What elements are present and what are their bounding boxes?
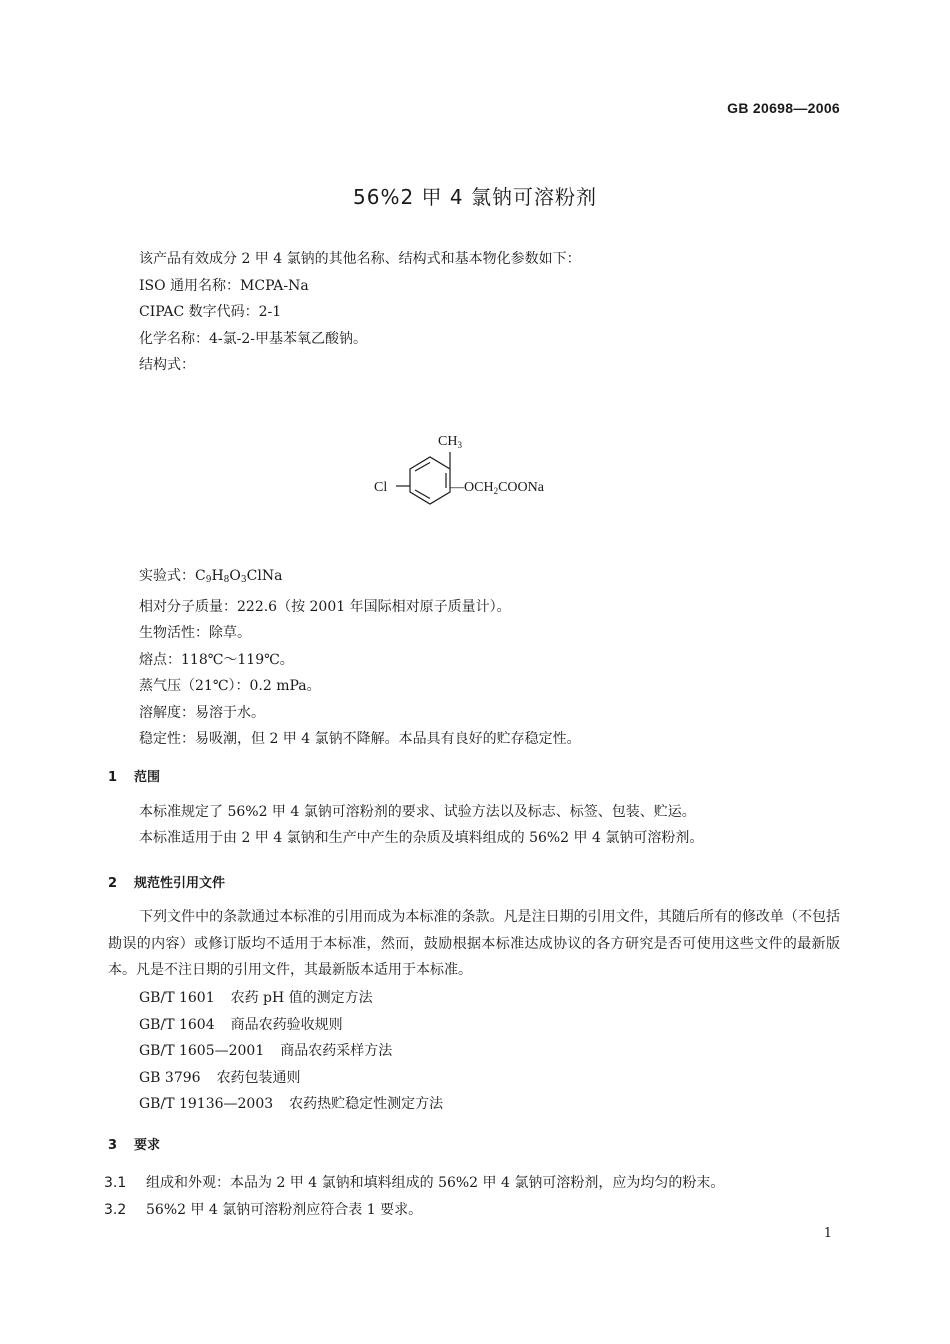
cipac-code: CIPAC 数字代码：2-1: [139, 304, 282, 320]
clause-3-1: 3.1 组成和外观：本品为 2 甲 4 氯钠和填料组成的 56%2 甲 4 氯钠可溶粉剂，应为均匀的粉末。: [104, 1175, 725, 1191]
oxyacetate-group: $—OCH_2COONa$: [450, 480, 544, 496]
intro-line: 该产品有效成分 2 甲 4 氯钠的其他名称、结构式和基本物化参数如下：: [139, 251, 581, 267]
scope-paragraphs: [139, 799, 703, 851]
chemical-name: 化学名称：4-氯-2-甲基苯氧乙酸钠。: [139, 330, 368, 347]
iso-common-name: ISO 通用名称：MCPA-Na: [139, 277, 309, 294]
benzene-ring: [396, 452, 450, 504]
reference-item: GB 3796 农药包装通则: [139, 1069, 301, 1086]
chloro-group: Cl: [374, 480, 388, 495]
reference-item: GB/T 1605—2001 商品农药采样方法: [139, 1043, 393, 1059]
stability: 稳定性：易吸潮，但 2 甲 4 氯钠不降解。本品具有良好的贮存稳定性。: [139, 731, 581, 747]
page-number: 1: [823, 1226, 832, 1241]
normative-intro-text: 下列文件中的条款通过本标准的引用而成为本标准的条款。凡是注日期的引用文件，其随后所有的修改单（不包括勘误的内容）或修订版均不适用于本标准，然而，鼓励根据本标准达成协议的各方研究是否可使用这些文件的最新版本。凡是不注日期的引用文件，其最新版本适用于本标准。: [108, 909, 840, 978]
scope-line: 本标准规定了 56%2 甲 4 氯钠可溶粉剂的要求、试验方法以及标志、标签、包装、贮运。: [139, 804, 696, 820]
section-2-heading: 2 规范性引用文件: [108, 876, 226, 891]
scope-line: 本标准适用于由 2 甲 4 氯钠和生产中产生的杂质及填料组成的 56%2 甲 4 氯钠可溶粉剂。: [139, 830, 704, 846]
melting-point: 熔点：118℃～119℃。: [139, 651, 294, 668]
reference-item: GB/T 19136—2003 农药热贮稳定性测定方法: [139, 1096, 444, 1112]
vapor-pressure: 蒸气压（21℃）：0.2 mPa。: [139, 678, 321, 694]
reference-item: GB/T 1601 农药 pH 值的测定方法: [139, 990, 373, 1006]
bioactivity: 生物活性：除草。: [139, 625, 251, 641]
standard-code: GB 20698—2006: [727, 100, 840, 116]
properties-block: [139, 563, 581, 753]
solubility: 溶解度：易溶于水。: [139, 704, 265, 721]
methyl-group: $CH_3$: [438, 434, 462, 450]
section-1-heading: 1 范围: [108, 770, 161, 785]
clause-3-2: 3.2 56%2 甲 4 氯钠可溶粉剂应符合表 1 要求。: [104, 1202, 423, 1218]
section-3-heading: 3 要求: [108, 1138, 161, 1153]
structural-formula: [360, 424, 620, 524]
reference-list: [139, 985, 443, 1118]
molecular-mass: 相对分子质量：222.6（按 2001 年国际相对原子质量计）。: [139, 598, 511, 615]
intro-block: [139, 246, 581, 379]
structure-label: 结构式：: [139, 357, 195, 373]
document-title: 56%2 甲 4 氯钠可溶粉剂: [353, 185, 597, 209]
empirical-formula: 实验式：$C_9H_8O_3ClNa$: [139, 568, 283, 585]
normative-intro: [108, 904, 840, 984]
reference-item: GB/T 1604 商品农药验收规则: [139, 1016, 343, 1033]
